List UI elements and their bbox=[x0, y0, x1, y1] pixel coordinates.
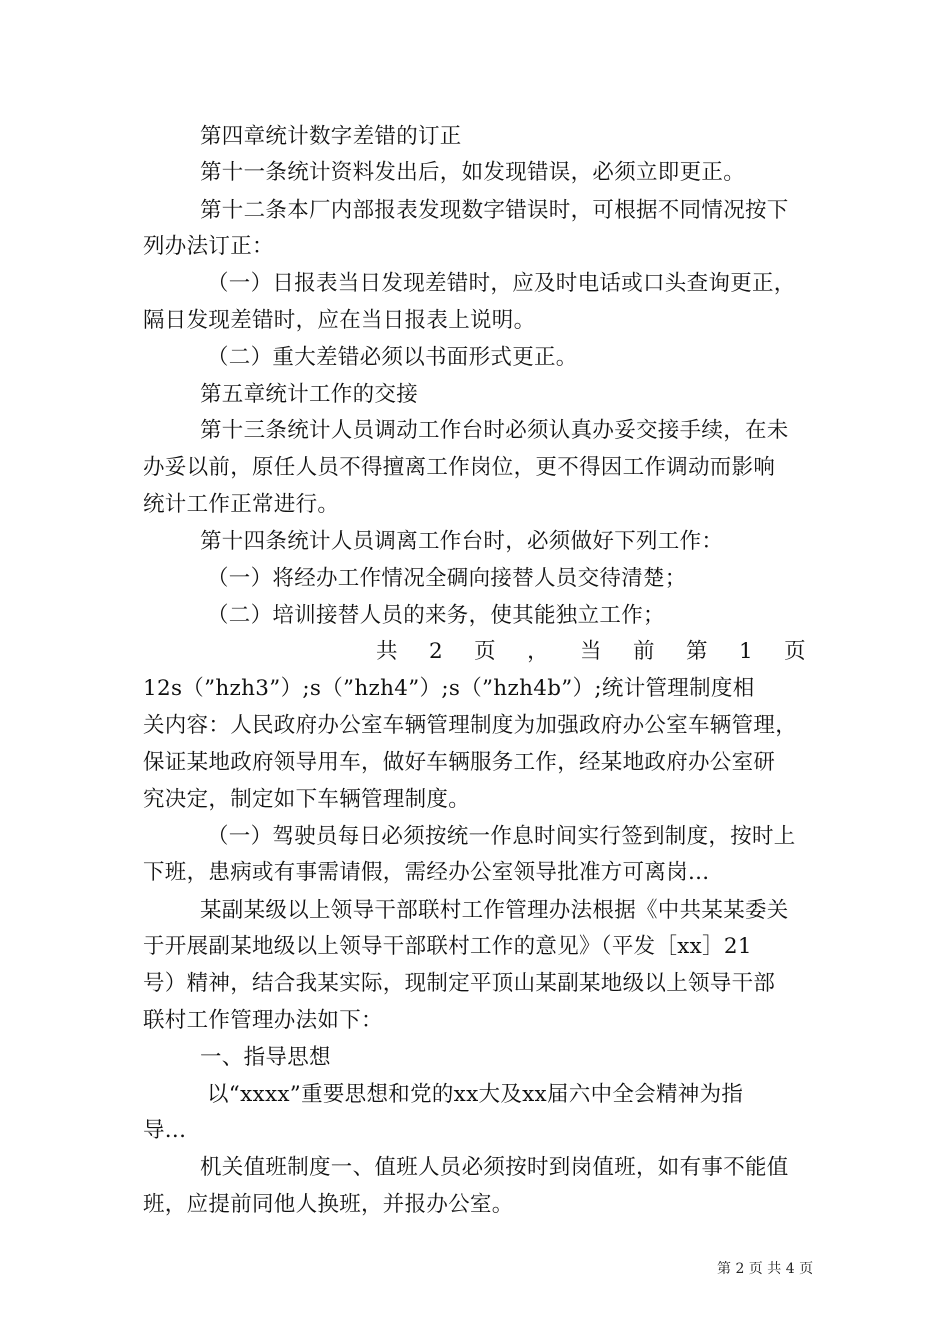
article-12-line-2: 列办法订正： bbox=[143, 234, 274, 259]
page-break-char: 页 bbox=[474, 639, 496, 664]
article-12-line-1: 第十二条本厂内部报表发现数字错误时，可根据不同情况按下 bbox=[200, 198, 789, 223]
article-13-line-1: 第十三条统计人员调动工作台时必须认真办妥交接手续，在未 bbox=[200, 418, 789, 443]
page-break-char: 页 bbox=[784, 639, 806, 664]
leader-line-1: 某副某级以上领导干部联村工作管理办法根据《中共某某委关 bbox=[200, 898, 789, 923]
page-break-char: ， bbox=[527, 639, 549, 664]
article-14: 第十四条统计人员调离工作台时，必须做好下列工作： bbox=[200, 529, 724, 554]
page-break-char: 当 bbox=[580, 639, 602, 664]
page-footer: 第 2 页 共 4 页 bbox=[717, 1261, 814, 1277]
article-14-clause-1: （一）将经办工作情况全碉向接替人员交待清楚； bbox=[207, 566, 687, 591]
leader-line-3: 号）精神，结合我某实际，现制定平顶山某副某地级以上领导干部 bbox=[143, 971, 776, 996]
page-break-indicator bbox=[376, 637, 806, 667]
guiding-thought-line-2: 导... bbox=[143, 1118, 187, 1143]
code-line: 12s（”hzh3”）;s（”hzh4”）;s（”hzh4b”）;统计管理制度相 bbox=[143, 676, 755, 701]
duty-line-2: 班，应提前同他人换班，并报办公室。 bbox=[143, 1192, 514, 1217]
vehicle-line-1: 关内容：人民政府办公室车辆管理制度为加强政府办公室车辆管理， bbox=[143, 713, 798, 738]
guiding-thought-line-1: 以“xxxx”重要思想和党的xx大及xx届六中全会精神为指 bbox=[207, 1082, 744, 1107]
leader-line-4: 联村工作管理办法如下： bbox=[143, 1008, 383, 1033]
duty-line-1: 机关值班制度一、值班人员必须按时到岗值班，如有事不能值 bbox=[200, 1155, 789, 1180]
article-13-line-2: 办妥以前，原任人员不得擅离工作岗位，更不得因工作调动而影响 bbox=[143, 455, 776, 480]
article-14-clause-2: （二）培训接替人员的来务，使其能独立工作； bbox=[207, 603, 665, 628]
driver-clause-line-1: （一）驾驶员每日必须按统一作息时间实行签到制度，按时上 bbox=[207, 824, 796, 849]
article-13-line-3: 统计工作正常进行。 bbox=[143, 492, 340, 517]
chapter-5-heading: 第五章统计工作的交接 bbox=[200, 382, 419, 407]
page-break-char: 第 bbox=[685, 639, 708, 664]
page-break-char: 1 bbox=[738, 639, 753, 664]
page-break-char: 2 bbox=[428, 639, 443, 664]
page-break-char: 共 bbox=[376, 639, 398, 664]
vehicle-line-3: 究决定，制定如下车辆管理制度。 bbox=[143, 787, 471, 812]
article-11: 第十一条统计资料发出后，如发现错误，必须立即更正。 bbox=[200, 160, 746, 185]
chapter-4-heading: 第四章统计数字差错的订正 bbox=[200, 124, 462, 149]
vehicle-line-2: 保证某地政府领导用车，做好车辆服务工作，经某地政府办公室研 bbox=[143, 750, 776, 775]
driver-clause-line-2: 下班，患病或有事需请假，需经办公室领导批准方可离岗... bbox=[143, 860, 710, 885]
clause-1-line-2: 隔日发现差错时，应在当日报表上说明。 bbox=[143, 308, 536, 333]
guiding-thought-heading: 一、指导思想 bbox=[200, 1045, 331, 1070]
leader-line-2: 于开展副某地级以上领导干部联村工作的意见》（平发［xx］21 bbox=[143, 934, 752, 959]
page-break-char: 前 bbox=[633, 639, 655, 664]
clause-2: （二）重大差错必须以书面形式更正。 bbox=[207, 345, 578, 370]
clause-1-line-1: （一）日报表当日发现差错时，应及时电话或口头查询更正， bbox=[207, 271, 796, 296]
